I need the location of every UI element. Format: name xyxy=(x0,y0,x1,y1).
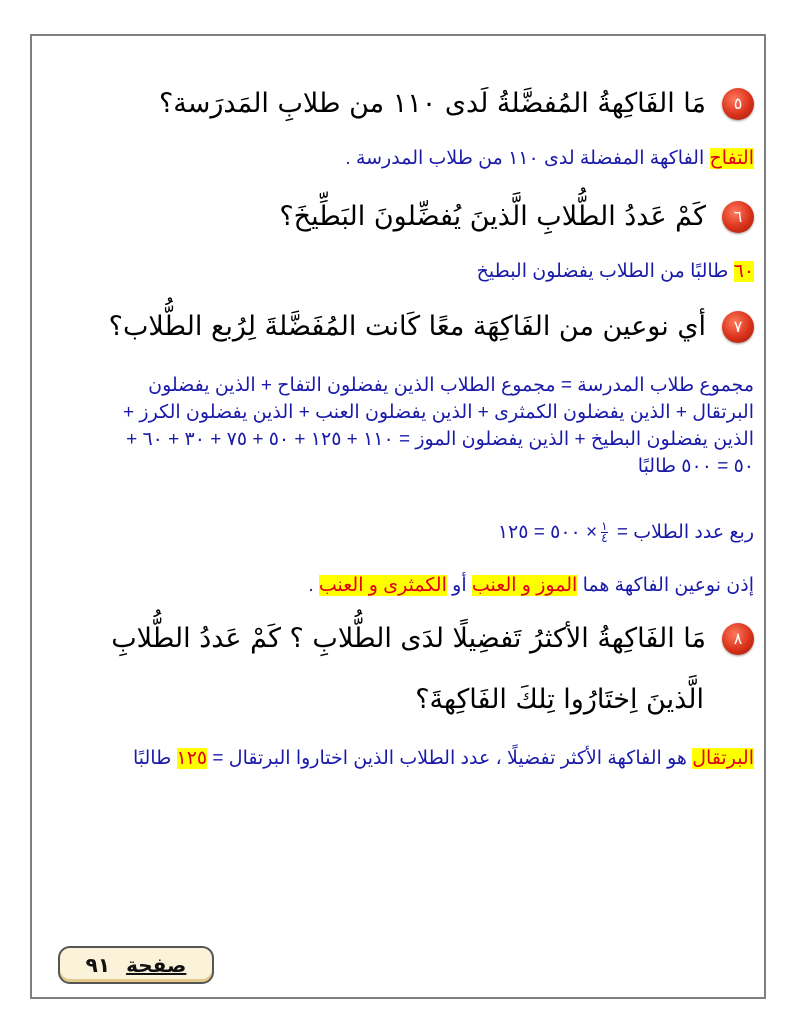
conclusion-end: . xyxy=(308,575,319,596)
question-8-line2 xyxy=(415,680,704,720)
conclusion-option-1: الموز و العنب xyxy=(471,575,578,596)
answer-6-highlight: ٦٠ xyxy=(733,261,754,282)
question-8 xyxy=(111,619,754,659)
conclusion-option-2: الكمثرى و العنب xyxy=(318,575,447,596)
conclusion-or: أو xyxy=(446,575,472,596)
question-7 xyxy=(109,307,754,347)
answer-8-end: طالبًا xyxy=(132,748,177,769)
page-number-badge xyxy=(58,946,214,984)
page-label: صفحة xyxy=(126,953,187,977)
question-number-5-badge: ٥ xyxy=(722,88,754,120)
quarter-result: × ٥٠٠ = ١٢٥ xyxy=(497,522,598,543)
conclusion-prefix: إذن نوعين الفاكهة هما xyxy=(577,575,754,596)
answer-5-text: الفاكهة المفضلة لدى ١١٠ من طلاب المدرسة . xyxy=(345,148,710,169)
fraction-numerator: ١ xyxy=(601,519,608,534)
question-number-8-badge: ٨ xyxy=(722,623,754,655)
answer-7-conclusion xyxy=(308,573,754,599)
fraction-one-quarter xyxy=(601,521,607,544)
question-7-text: أي نوعين من الفَاكِهَة معًا كَانت المُفَضَّلةَ لِرُبع الطُّلاب؟ xyxy=(108,311,706,342)
answer-8-text: هو الفاكهة الأكثر تفضيلًا ، عدد الطلاب الذين اختاروا البرتقال = xyxy=(207,748,693,769)
question-5-text: مَا الفَاكِهةُ المُفضَّلةُ لَدى ١١٠ من طلابِ المَدرَسة؟ xyxy=(158,88,706,119)
answer-8-number: ١٢٥ xyxy=(176,748,208,769)
page-frame xyxy=(30,34,766,999)
question-5 xyxy=(159,84,754,124)
question-6-text: كَمْ عَددُ الطُّلابِ الَّذينَ يُفضِّلونَ البَطِّيخَ؟ xyxy=(279,201,706,232)
answer-7-sum: مجموع طلاب المدرسة = مجموع الطلاب الذين يفضلون التفاح + الذين يفضلون البرتقال + الذين يفضلون الكمثرى + الذين يفضلون العنب + الذين يفضلون الكرز + الذين يفضلون البطيخ + الذين يفضلون الموز = ١١٠ + ١٢٥ + ٥٠ + ٧٥ + ٣٠ + ٦٠ + ٥٠ = ٥٠٠ طالبًا xyxy=(123,375,754,477)
question-number-6-badge: ٦ xyxy=(722,201,754,233)
answer-6-text: طالبًا من الطلاب يفضلون البطيخ xyxy=(476,261,734,282)
question-8-text-line2: الَّذينَ اِختَارُوا تِلكَ الفَاكِهةَ؟ xyxy=(415,684,704,715)
question-6 xyxy=(279,197,754,237)
page-number: ٩١ xyxy=(85,953,111,977)
question-8-text-line1: مَا الفَاكِهةُ الأكثرُ تَفضِيلًا لدَى الطُّلابِ ؟ كَمْ عَددُ الطُّلابِ xyxy=(111,623,706,654)
answer-7-quarter xyxy=(498,520,754,546)
fraction-denominator: ٤ xyxy=(601,531,608,546)
answer-8 xyxy=(133,746,754,772)
answer-5-highlight: التفاح xyxy=(709,148,754,169)
answer-5 xyxy=(345,146,754,172)
answer-6 xyxy=(477,259,754,285)
question-number-7-badge: ٧ xyxy=(722,311,754,343)
answer-8-highlight: البرتقال xyxy=(692,748,754,769)
quarter-label: ربع عدد الطلاب = xyxy=(611,522,754,543)
